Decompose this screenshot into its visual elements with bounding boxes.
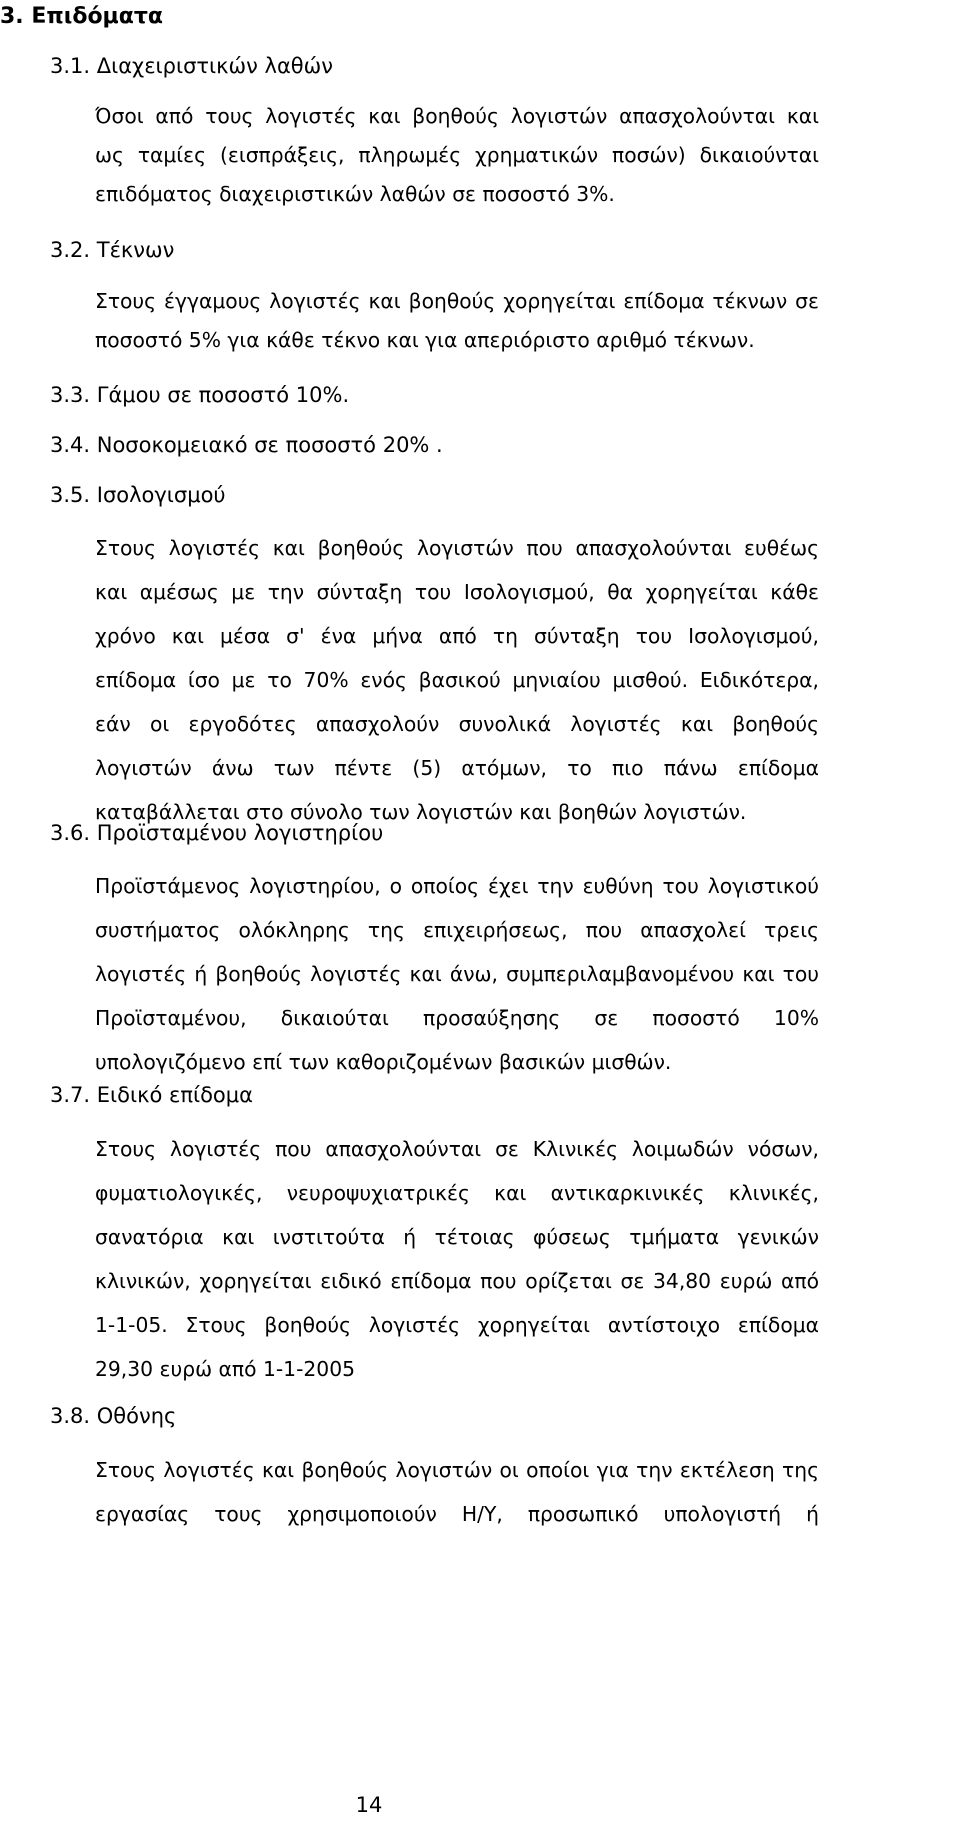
paragraph-line: σανατόρια και ινστιτούτα ή τέτοιας φύσεως τμήματα γενικών <box>95 1225 819 1249</box>
section-paragraph <box>95 1134 819 1398</box>
paragraph-line: επιδόματος διαχειριστικών λαθών σε ποσοστό 3%. <box>95 182 615 206</box>
paragraph-line: 29,30 ευρώ από 1-1-2005 <box>95 1357 356 1381</box>
section-paragraph <box>95 101 819 218</box>
paragraph-line: λογιστών άνω των πέντε (5) ατόμων, το πιο πάνω επίδομα <box>95 756 819 780</box>
paragraph-line: Στους λογιστές που απασχολούνται σε Κλινικές λοιμωδών νόσων, <box>95 1137 819 1161</box>
paragraph-line: Στους έγγαμους λογιστές και βοηθούς χορηγείται επίδομα τέκνων σε <box>95 289 819 313</box>
section-heading: 3.4. Νοσοκομειακό σε ποσοστό 20% . <box>50 433 443 457</box>
paragraph-line: Όσοι από τους λογιστές και βοηθούς λογιστών απασχολούνται και <box>95 104 819 128</box>
paragraph-line: κλινικών, χορηγείται ειδικό επίδομα που ορίζεται σε 34,80 ευρώ από <box>95 1269 819 1293</box>
paragraph-line: υπολογιζόμενο επί των καθοριζομένων βασικών μισθών. <box>95 1050 672 1074</box>
paragraph-line: επίδομα ίσο με το 70% ενός βασικού μηνιαίου μισθού. Ειδικότερα, <box>95 668 819 692</box>
paragraph-line: συστήματος ολόκληρης της επιχειρήσεως, που απασχολεί τρεις <box>95 918 819 942</box>
page-number: 14 <box>355 1793 383 1817</box>
paragraph-line: Στους λογιστές και βοηθούς λογιστών που απασχολούνται ευθέως <box>95 536 819 560</box>
chapter-title: 3. Επιδόματα <box>0 4 164 29</box>
paragraph-line: εργασίας τους χρησιμοποιούν Η/Υ, προσωπικό υπολογιστή ή <box>95 1502 819 1526</box>
paragraph-line: ως ταμίες (εισπράξεις, πληρωμές χρηματικών ποσών) δικαιούνται <box>95 143 819 167</box>
paragraph-line: Στους λογιστές και βοηθούς λογιστών οι οποίοι για την εκτέλεση της <box>95 1458 819 1482</box>
paragraph-line: Προϊστάμενος λογιστηρίου, ο οποίος έχει την ευθύνη του λογιστικού <box>95 874 819 898</box>
paragraph-line: και αμέσως με την σύνταξη του Ισολογισμού, θα χορηγείται κάθε <box>95 580 819 604</box>
section-heading: 3.7. Ειδικό επίδομα <box>50 1083 253 1107</box>
paragraph-line: χρόνο και μέσα σ' ένα μήνα από τη σύνταξη του Ισολογισμού, <box>95 624 819 648</box>
paragraph-line: λογιστές ή βοηθούς λογιστές και άνω, συμπεριλαμβανομένου και του <box>95 962 819 986</box>
paragraph-line: Προϊσταμένου, δικαιούται προσαύξησης σε ποσοστό 10% <box>95 1006 819 1030</box>
paragraph-line: καταβάλλεται στο σύνολο των λογιστών και βοηθών λογιστών. <box>95 800 747 824</box>
section-paragraph <box>95 1455 819 1543</box>
section-heading: 3.6. Προϊσταμένου λογιστηρίου <box>50 821 384 845</box>
paragraph-line: 1-1-05. Στους βοηθούς λογιστές χορηγείται αντίστοιχο επίδομα <box>95 1313 819 1337</box>
section-heading: 3.3. Γάμου σε ποσοστό 10%. <box>50 383 350 407</box>
section-heading: 3.2. Τέκνων <box>50 238 175 262</box>
paragraph-line: εάν οι εργοδότες απασχολούν συνολικά λογιστές και βοηθούς <box>95 712 819 736</box>
section-paragraph <box>95 871 819 1091</box>
paragraph-line: ποσοστό 5% για κάθε τέκνο και για απεριόριστο αριθμό τέκνων. <box>95 328 755 352</box>
section-heading: 3.5. Ισολογισμού <box>50 483 226 507</box>
section-heading: 3.8. Οθόνης <box>50 1404 177 1428</box>
section-paragraph <box>95 533 819 841</box>
paragraph-line: φυματιολογικές, νευροψυχιατρικές και αντικαρκινικές κλινικές, <box>95 1181 819 1205</box>
section-paragraph <box>95 286 819 364</box>
section-heading: 3.1. Διαχειριστικών λαθών <box>50 54 333 78</box>
